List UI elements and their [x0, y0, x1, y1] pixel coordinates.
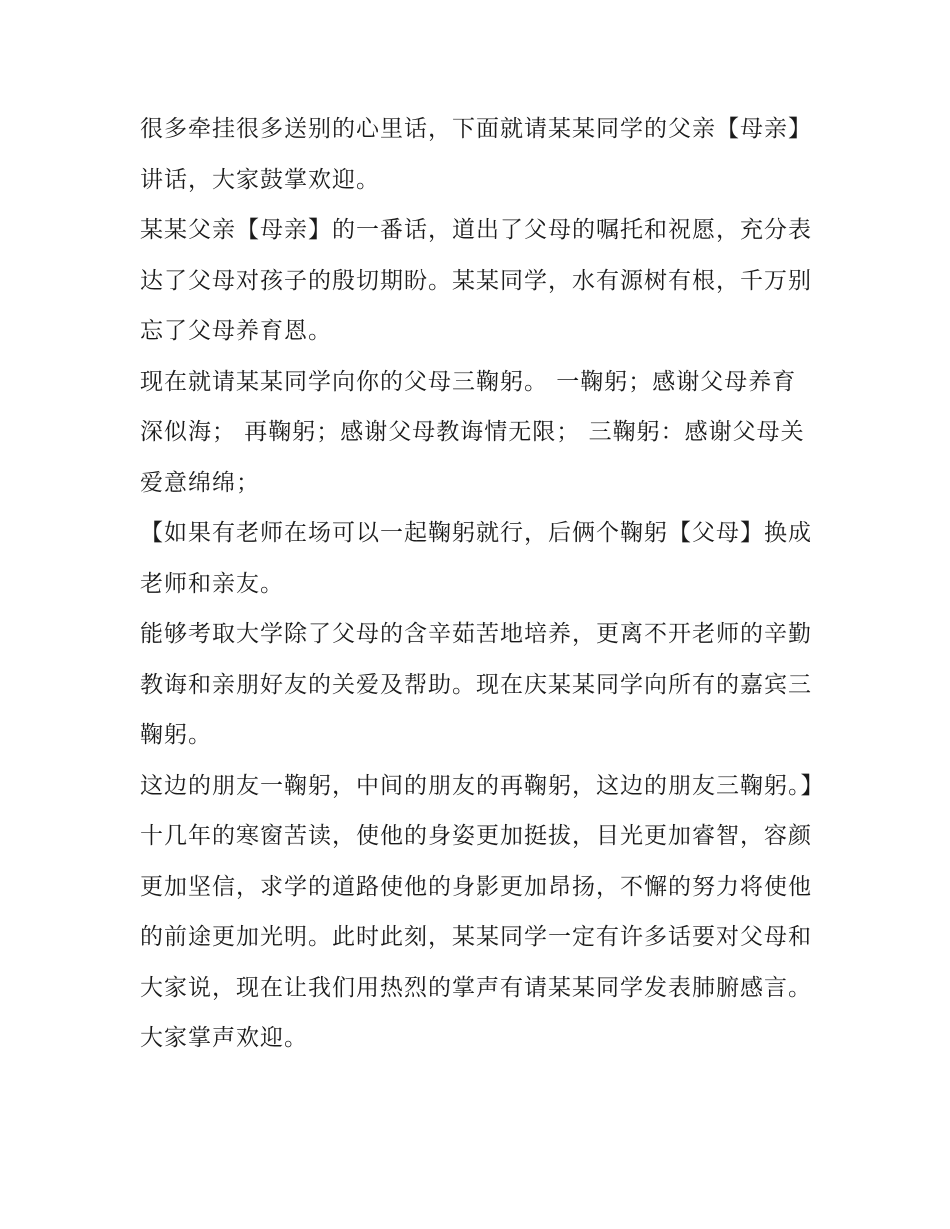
- paragraph-bow-directions: 这边的朋友一鞠躬，中间的朋友的再鞠躬，这边的朋友三鞠躬。】: [140, 772, 825, 799]
- paragraph-bow-to-parents: 现在就请某某同学向你的父母三鞠躬。 一鞠躬；感谢父母养育深似海； 再鞠躬；感谢父母教诲情无限； 三鞠躬：感谢父母关爱意绵绵；: [140, 368, 805, 496]
- paragraph-parent-speech-intro: 很多牵挂很多送别的心里话，下面就请某某同学的父亲【母亲】讲话，大家鼓掌欢迎。: [140, 116, 812, 193]
- paragraph-student-speech-intro: 十几年的寒窗苦读，使他的身姿更加挺拔，目光更加睿智，容颜更加坚信，求学的道路使他的身影更加昂扬，不懈的努力将使他的前途更加光明。此时此刻，某某同学一定有许多话要对父母和大家说，现在让我们用热烈的掌声有请某某同学发表肺腑感言。大家掌声欢迎。: [140, 823, 812, 1051]
- paragraph-teacher-note: 【如果有老师在场可以一起鞠躬就行，后俩个鞠躬【父母】换成老师和亲友。: [140, 520, 812, 597]
- document-body: [140, 104, 825, 1064]
- paragraph-parent-speech-summary: 某某父亲【母亲】的一番话，道出了父母的嘱托和祝愿，充分表达了父母对孩子的殷切期盼。某某同学，水有源树有根，千万别忘了父母养育恩。: [140, 217, 812, 344]
- paragraph-bow-to-guests: 能够考取大学除了父母的含辛茹苦地培养，更离不开老师的辛勤教诲和亲朋好友的关爱及帮助。现在庆某某同学向所有的嘉宾三鞠躬。: [140, 621, 812, 748]
